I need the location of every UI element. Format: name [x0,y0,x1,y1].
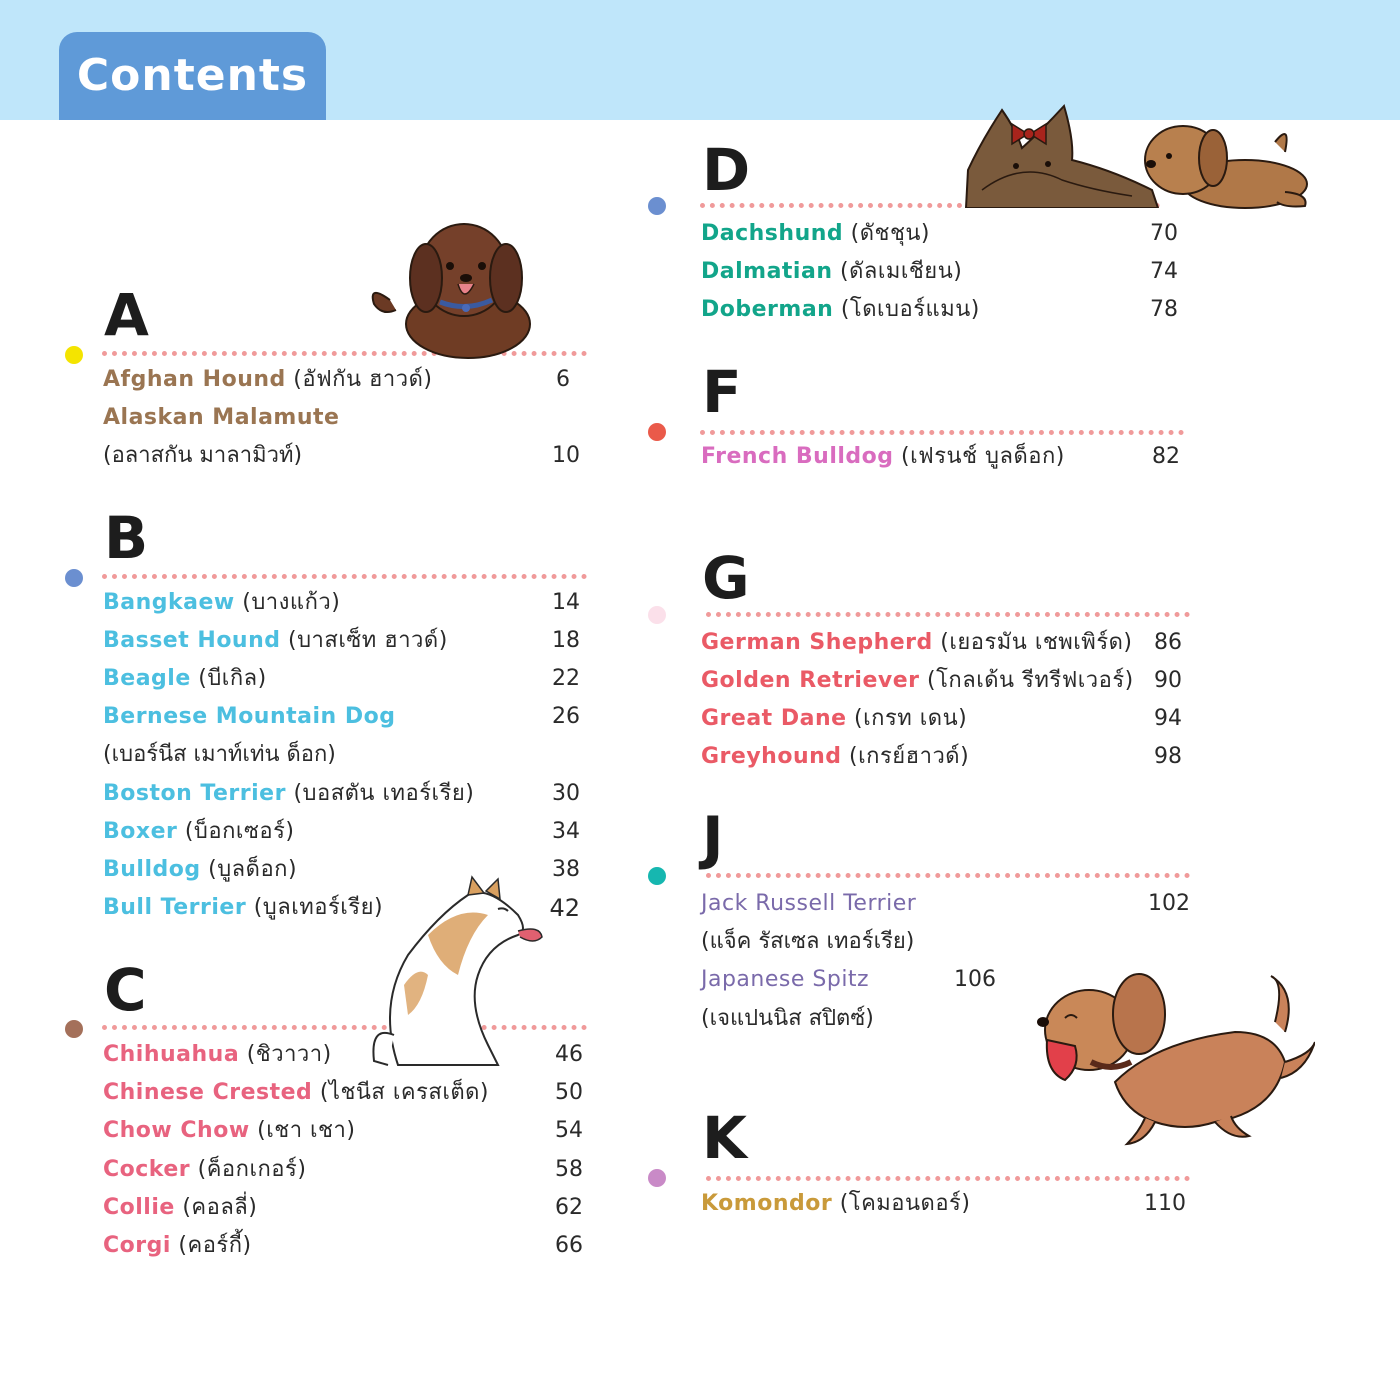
yorkshire-terrier-illustration [962,100,1162,208]
page-number: 22 [552,666,580,691]
section-dot-g [648,606,666,624]
page-number: 6 [556,367,570,392]
section-dot-b [65,569,83,587]
page-number: 38 [552,857,580,882]
entry-bernese-mountain-dog-thai: (เบอร์นีส เมาท์เท่น ด็อก) [103,742,336,767]
entry-chinese-crested[interactable]: Chinese Crested (ไชนีส เครสเต็ด) [103,1080,490,1105]
entry-golden-retriever[interactable]: Golden Retriever (โกลเด้น รีทรีฟเวอร์) [701,668,1134,693]
section-dot-d [648,197,666,215]
section-letter-j: J [702,804,724,872]
section-letter-d: D [702,136,751,204]
entry-bull-terrier[interactable]: Bull Terrier (บูลเทอร์เรีย) [103,895,384,920]
section-rule-f [700,430,1184,435]
section-dot-a [65,346,83,364]
entry-beagle[interactable]: Beagle (บีเกิล) [103,666,267,691]
page-number: 74 [1150,259,1178,284]
page-number: 70 [1150,221,1178,246]
entry-doberman[interactable]: Doberman (โดเบอร์แมน) [701,297,980,322]
page-number: 78 [1150,297,1178,322]
section-rule-g [706,612,1190,617]
entry-chihuahua[interactable]: Chihuahua (ชิวาวา) [103,1042,332,1067]
entry-alaskan-malamute-thai: (อลาสกัน มาลามิวท์) [103,443,303,468]
page-number: 90 [1154,668,1182,693]
page-number: 98 [1154,744,1182,769]
entry-bernese-mountain-dog[interactable]: Bernese Mountain Dog [103,704,396,729]
section-rule-k [706,1176,1190,1181]
page-number: 34 [552,819,580,844]
entry-bangkaew[interactable]: Bangkaew (บางแก้ว) [103,590,341,615]
page-number: 14 [552,590,580,615]
entry-jack-russell-terrier[interactable]: Jack Russell Terrier [701,891,917,916]
page-number: 62 [555,1195,583,1220]
entry-japanese-spitz-thai: (เจแปนนิส สปิตซ์) [701,1006,874,1031]
entry-french-bulldog[interactable]: French Bulldog (เฟรนช์ บูลด็อก) [701,444,1065,469]
page-number: 66 [555,1233,583,1258]
page-number: 26 [552,704,580,729]
entry-collie[interactable]: Collie (คอลลี่) [103,1195,258,1220]
page-number: 58 [555,1157,583,1182]
running-poodle-illustration [1035,962,1315,1152]
entry-german-shepherd[interactable]: German Shepherd (เยอรมัน เชพเพิร์ด) [701,630,1133,655]
entry-cocker[interactable]: Cocker (ค็อกเกอร์) [103,1157,307,1182]
section-dot-f [648,423,666,441]
section-letter-k: K [702,1104,747,1172]
page-title: Contents [59,32,326,120]
page-number: 110 [1144,1191,1186,1216]
section-dot-j [648,867,666,885]
section-dot-k [648,1169,666,1187]
page-number: 18 [552,628,580,653]
page-number: 10 [552,443,580,468]
page-number: 106 [954,967,996,992]
section-letter-a: A [104,281,149,349]
entry-boston-terrier[interactable]: Boston Terrier (บอสตัน เทอร์เรีย) [103,781,475,806]
page-number: 30 [552,781,580,806]
page-number: 46 [555,1042,583,1067]
section-letter-f: F [702,358,742,426]
page-number: 42 [549,894,580,922]
entry-corgi[interactable]: Corgi (คอร์กี้) [103,1233,252,1258]
section-letter-c: C [104,956,147,1024]
entry-great-dane[interactable]: Great Dane (เกรท เดน) [701,706,968,731]
page-number: 86 [1154,630,1182,655]
entry-jack-russell-terrier-thai: (แจ็ค รัสเซล เทอร์เรีย) [701,929,915,954]
entry-boxer[interactable]: Boxer (บ็อกเซอร์) [103,819,295,844]
entry-japanese-spitz[interactable]: Japanese Spitz [701,967,870,992]
section-rule-b [102,574,587,579]
page-number: 54 [555,1118,583,1143]
page-number: 50 [555,1080,583,1105]
section-letter-g: G [702,544,750,612]
page-number: 102 [1148,891,1190,916]
entry-dachshund[interactable]: Dachshund (ดัชชุน) [701,221,930,246]
section-rule-j [706,873,1190,878]
section-dot-c [65,1020,83,1038]
lying-puppy-illustration [1135,112,1315,216]
entry-komondor[interactable]: Komondor (โคมอนดอร์) [701,1191,971,1216]
entry-bulldog[interactable]: Bulldog (บูลด็อก) [103,857,298,882]
entry-basset-hound[interactable]: Basset Hound (บาสเซ็ท ฮาวด์) [103,628,448,653]
entry-afghan-hound[interactable]: Afghan Hound (อัฟกัน ฮาวด์) [103,367,433,392]
entry-chow-chow[interactable]: Chow Chow (เชา เชา) [103,1118,356,1143]
section-letter-b: B [104,504,149,572]
entry-dalmatian[interactable]: Dalmatian (ดัลเมเชียน) [701,259,963,284]
page-number: 94 [1154,706,1182,731]
entry-greyhound[interactable]: Greyhound (เกรย์ฮาวด์) [701,744,970,769]
brown-puppy-illustration [360,212,545,360]
sitting-shiba-illustration [368,875,548,1067]
entry-alaskan-malamute[interactable]: Alaskan Malamute [103,405,340,430]
page-number: 82 [1152,444,1180,469]
